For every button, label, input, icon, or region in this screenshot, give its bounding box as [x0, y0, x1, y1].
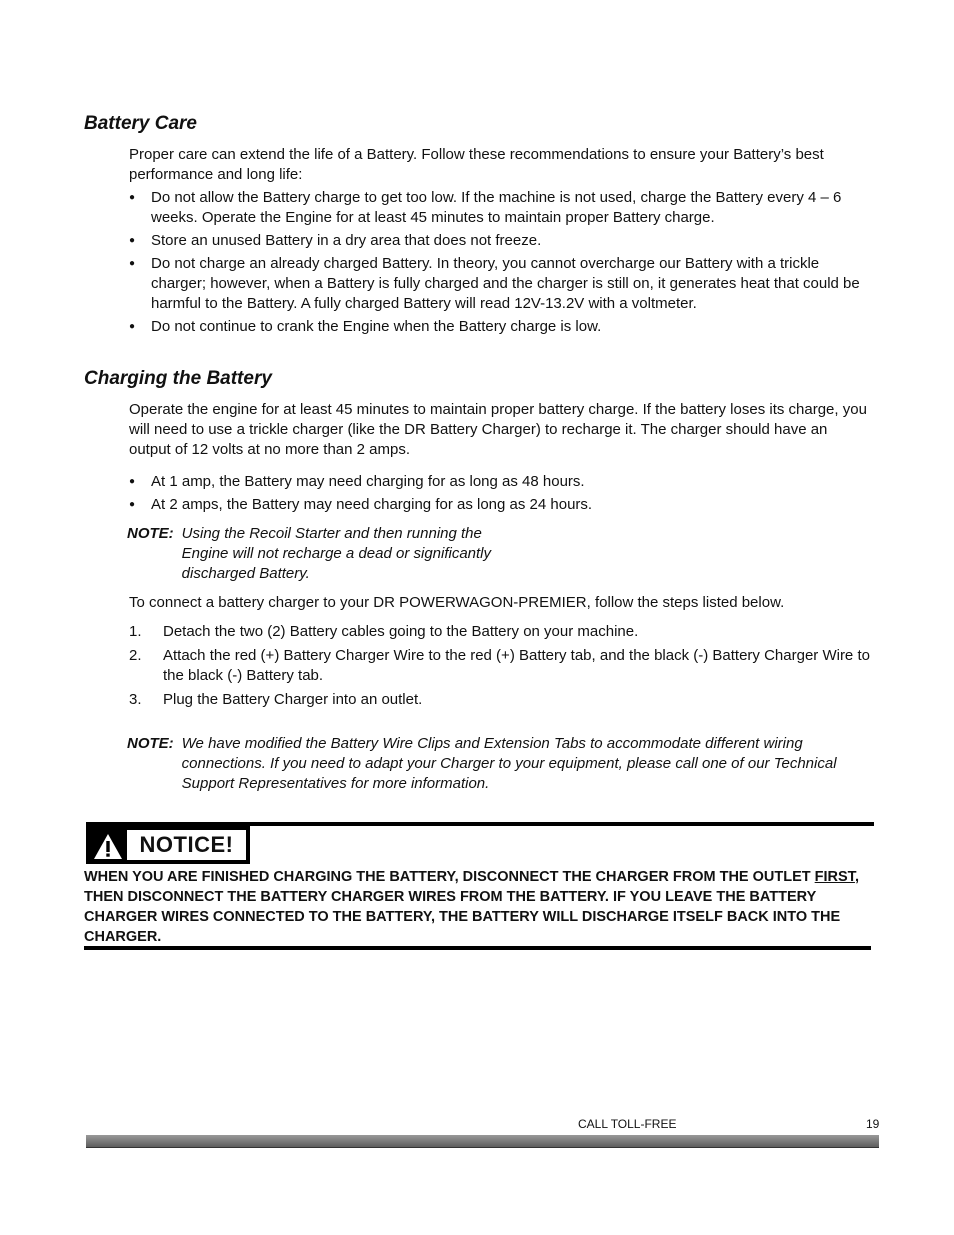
list-item: [129, 622, 871, 642]
list-item: ● Do not continue to crank the Engine when the Battery charge is low.: [129, 317, 871, 337]
notice-bottom-rule: [84, 946, 871, 950]
list-item: ● Do not charge an already charged Battery. In theory, you cannot overcharge our Battery with a trickle charger; however, when a Battery is fully charged and the charger is still on, it generates heat that could be harmful to the Battery. A fully charged Battery will read 12V-13.2V with a voltmeter.: [129, 254, 871, 314]
step-text: Detach the two (2) Battery cables going to the Battery on your machine.: [163, 623, 639, 640]
step-text: Attach the red (+) Battery Charger Wire to the red (+) Battery tab, and the black (-) Battery Charger Wire to the black (-) Battery tab.: [163, 647, 870, 684]
note-label: NOTE:: [127, 525, 174, 542]
note-wire-clips: [127, 734, 872, 794]
step-number: 2.: [129, 647, 142, 664]
warning-icon: [93, 833, 123, 860]
battery-care-heading: Battery Care: [84, 113, 197, 134]
note-body: [182, 524, 491, 584]
connect-intro: To connect a battery charger to your DR POWERWAGON-PREMIER, follow the steps listed below.: [129, 594, 785, 611]
step-number: 1.: [129, 623, 142, 640]
list-item: ● At 1 amp, the Battery may need charging for as long as 48 hours.: [129, 472, 871, 492]
footer-bar: [86, 1135, 879, 1148]
notice-title: NOTICE!: [127, 830, 246, 860]
charging-list: [129, 472, 871, 518]
step-number: 3.: [129, 691, 142, 708]
notice-badge: [86, 826, 250, 864]
page-number: 19: [866, 1117, 880, 1131]
battery-care-intro: Proper care can extend the life of a Battery. Follow these recommendations to ensure your Battery’s best performance and long life:: [129, 146, 824, 183]
list-item: ● Store an unused Battery in a dry area that does not freeze.: [129, 231, 871, 251]
step-text: Plug the Battery Charger into an outlet.: [163, 691, 423, 708]
charging-heading: Charging the Battery: [84, 368, 272, 389]
note-line: Engine will not recharge a dead or significantly: [181, 545, 492, 562]
footer-call-label: CALL TOLL-FREE: [578, 1117, 677, 1131]
battery-care-list: [129, 188, 871, 340]
note-label: NOTE:: [127, 735, 174, 752]
list-item: [129, 690, 871, 710]
notice-text-part: WHEN YOU ARE FINISHED CHARGING THE BATTERY, DISCONNECT THE CHARGER FROM THE OUTLET: [84, 869, 815, 885]
note-body: We have modified the Battery Wire Clips and Extension Tabs to accommodate different wiring connections. If you need to adapt your Charger to your equipment, please call one of our Technical Support Representatives for more information.: [181, 735, 837, 792]
note-line: Using the Recoil Starter and then running the: [181, 525, 482, 542]
list-item: ● Do not allow the Battery charge to get too low. If the machine is not used, charge the Battery every 4 – 6 weeks. Operate the Engine for at least 45 minutes to maintain proper Battery charge.: [129, 188, 871, 228]
steps-list: [129, 622, 871, 714]
list-item: [129, 646, 871, 686]
charging-intro: Operate the engine for at least 45 minutes to maintain proper battery charge. If the battery loses its charge, you will need to use a trickle charger (like the DR Battery Charger) to recharge it. The charger should have an output of 12 volts at no more than 2 amps.: [129, 401, 867, 458]
list-item: ● At 2 amps, the Battery may need charging for as long as 24 hours.: [129, 495, 871, 515]
note-line: discharged Battery.: [181, 565, 310, 582]
notice-text-part: , THEN DISCONNECT THE BATTERY CHARGER WIRES FROM THE BATTERY. IF YOU LEAVE THE BATTERY CHARGER WIRES CONNECTED TO THE BATTERY, THE BATTERY WILL DISCHARGE ITSELF BACK INTO THE CHARGER.: [84, 869, 859, 945]
notice-text: [84, 867, 874, 947]
notice-text-emphasis: FIRST: [814, 869, 855, 885]
note-recoil-starter: [127, 524, 491, 584]
